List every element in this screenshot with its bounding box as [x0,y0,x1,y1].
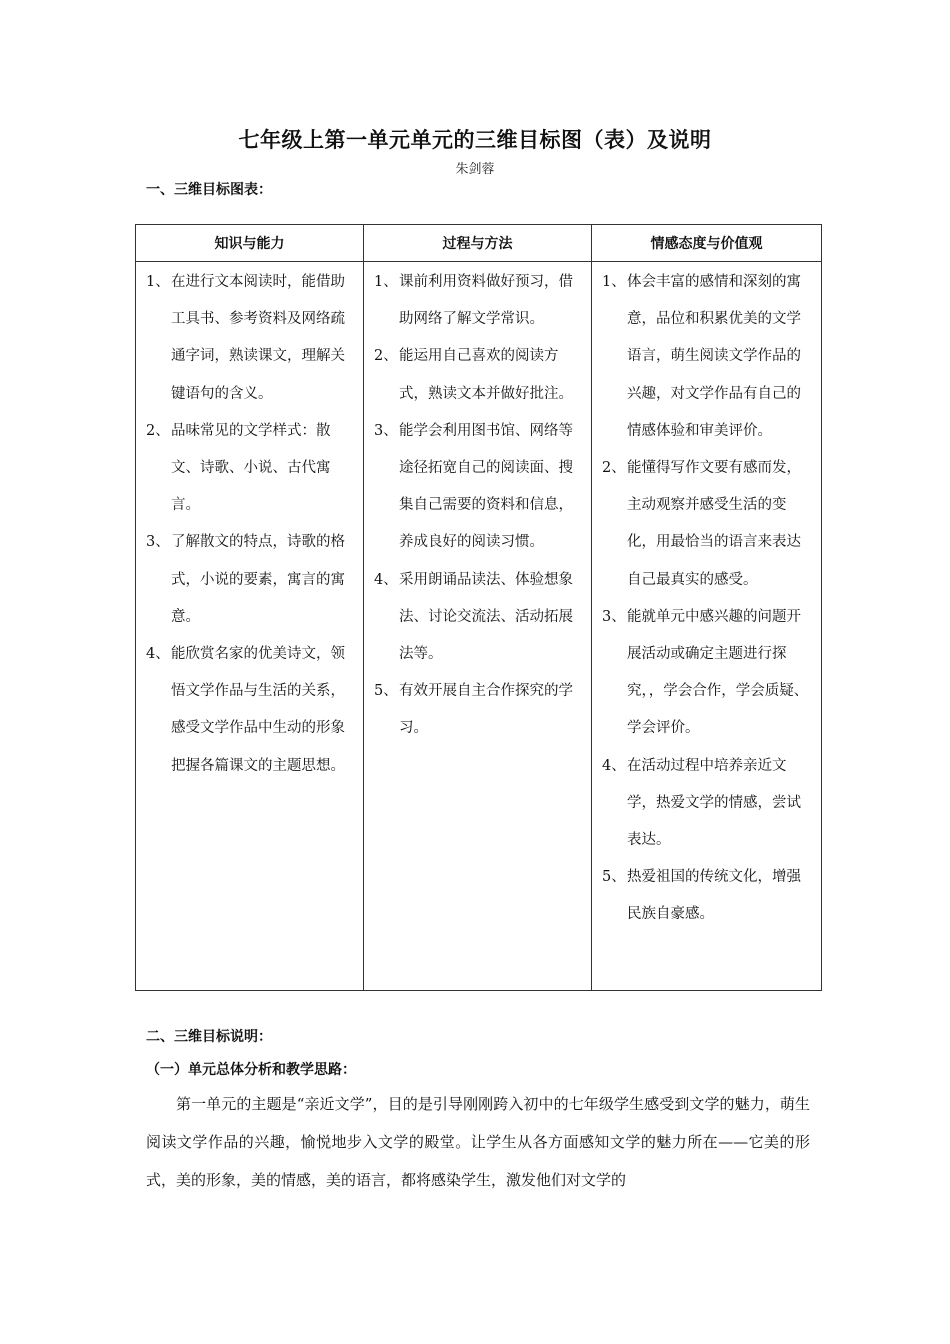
item-number: 4、 [602,757,626,774]
item-text: 能懂得写作文要有感而发，主动观察并感受生活的变化，用最恰当的语言来表达自己最真实的感受。 [627,460,801,588]
list-item [602,264,813,450]
list-item [602,748,813,860]
item-text: 在活动过程中培养亲近文学，热爱文学的情感，尝试表达。 [627,757,801,849]
item-text: 课前利用资料做好预习，借助网络了解文学常识。 [399,274,573,328]
header-process-method: 过程与方法 [364,225,592,262]
item-number: 5、 [602,869,626,886]
table-header-row [136,225,822,262]
item-text: 能学会利用图书馆、网络等途径拓宽自己的阅读面、搜集自己需要的资料和信息，养成良好的阅读习惯。 [399,422,573,551]
list-item [602,599,813,748]
item-number: 1、 [602,274,626,290]
item-text: 在进行文本阅读时，能借助工具书、参考资料及网络疏通字词，熟读课文，理解关键语句的含义。 [171,274,345,402]
column-process-method [364,262,592,991]
list-item [374,413,583,562]
item-number: 3、 [146,534,170,551]
list-item [146,413,355,525]
item-number: 2、 [602,460,626,477]
column-emotion-values [592,262,822,991]
list-item [602,859,813,933]
list-item [146,636,355,785]
item-number: 4、 [146,646,170,663]
item-number: 3、 [602,608,626,625]
item-text: 能运用自己喜欢的阅读方式，熟读文本并做好批注。 [399,348,573,402]
document-title: 七年级上第一单元单元的三维目标图（表）及说明 [238,128,712,152]
list-item [374,562,583,674]
item-text: 了解散文的特点，诗歌的格式，小说的要素，寓言的寓意。 [171,534,345,625]
item-text: 采用朗诵品读法、体验想象法、讨论交流法、活动拓展法等。 [399,571,573,663]
item-number: 2、 [146,422,170,439]
column-knowledge-ability [136,262,364,991]
list-item [374,673,583,747]
list-item [374,264,583,338]
item-text: 能就单元中感兴趣的问题开展活动或确定主题进行探究，，学会合作，学会质疑、学会评价。 [627,608,809,737]
item-number: 1、 [146,274,170,290]
item-number: 5、 [374,683,398,700]
item-text: 品味常见的文学样式：散文、诗歌、小说、古代寓言。 [171,422,331,514]
goals-table [135,224,822,991]
header-knowledge-ability: 知识与能力 [136,225,364,262]
item-number: 2、 [374,348,398,365]
table-body-row [136,262,822,991]
item-number: 3、 [374,422,398,439]
item-number: 4、 [374,571,398,588]
item-number: 1、 [374,274,398,290]
subsection-heading-1: （一）单元总体分析和教学思路： [146,1062,356,1078]
list-item [146,264,355,413]
list-item [602,450,813,599]
item-text: 体会丰富的感情和深刻的寓意，品位和积累优美的文学语言，萌生阅读文学作品的兴趣，对文学作品有自己的情感体验和审美评价。 [627,274,801,439]
section-heading-2: 二、三维目标说明： [146,1029,272,1045]
item-text: 热爱祖国的传统文化，增强民族自豪感。 [627,869,801,923]
list-item [146,524,355,636]
header-emotion-values: 情感态度与价值观 [592,225,822,262]
body-paragraph: 第一单元的主题是“亲近文学”，目的是引导刚刚跨入初中的七年级学生感受到文学的魅力，萌生阅读文学作品的兴趣，愉悦地步入文学的殿堂。让学生从各方面感知文学的魅力所在——它美的形式，美的形象，美的情感，美的语言，都将感染学生，激发他们对文学的 [146,1095,810,1189]
section-heading-1: 一、三维目标图表： [146,182,272,198]
item-text: 能欣赏名家的优美诗文，领悟文学作品与生活的关系，感受文学作品中生动的形象把握各篇课文的主题思想。 [171,646,345,774]
author-name: 朱剑蓉 [455,162,495,177]
item-text: 有效开展自主合作探究的学习。 [399,683,573,737]
list-item [374,338,583,412]
